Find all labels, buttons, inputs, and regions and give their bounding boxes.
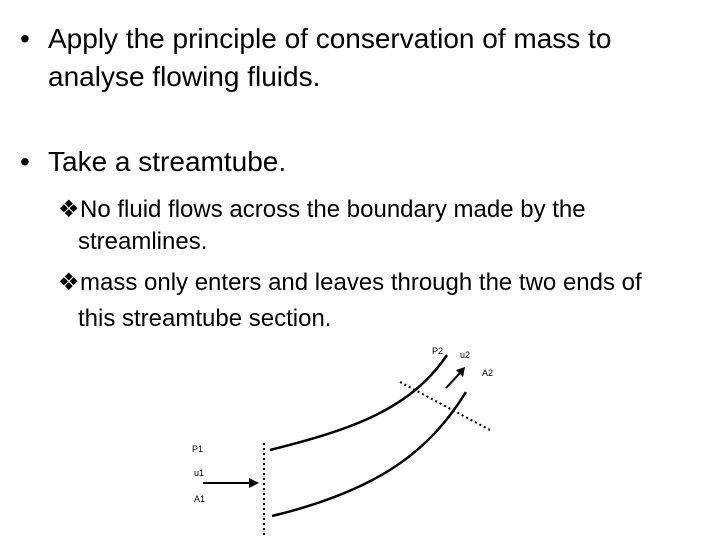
bullet-dot: •: [20, 146, 30, 177]
inlet-arrowhead-icon: [249, 478, 259, 488]
bullet-1-text-line2: analyse flowing fluids.: [48, 61, 321, 92]
bullet-1-text-line1: Apply the principle of conservation of mass to: [48, 23, 612, 54]
label-p2: P2: [432, 346, 444, 356]
upper-streamline: [270, 355, 447, 450]
diamond-bullet-icon: ❖: [58, 196, 80, 223]
label-p1: P1: [192, 444, 204, 454]
sub-bullet-1-text-line1: No fluid flows across the boundary made by the: [80, 196, 586, 223]
label-a2: A2: [482, 368, 494, 378]
label-u1: u1: [194, 468, 205, 478]
bullet-2-text: Take a streamtube.: [48, 146, 287, 177]
label-u2: u2: [460, 350, 471, 360]
label-a1: A1: [194, 494, 206, 504]
sub-bullet-1-text-line2: streamlines.: [78, 228, 208, 255]
sub-bullet-2-text-line2: this streamtube section.: [78, 305, 332, 332]
diamond-bullet-icon: ❖: [58, 269, 80, 296]
outlet-flow-arrow: [446, 372, 461, 388]
bullet-dot: •: [20, 23, 30, 54]
lower-streamline: [272, 392, 466, 516]
sub-bullet-2-text-line1: mass only enters and leaves through the two ends of: [80, 269, 642, 296]
